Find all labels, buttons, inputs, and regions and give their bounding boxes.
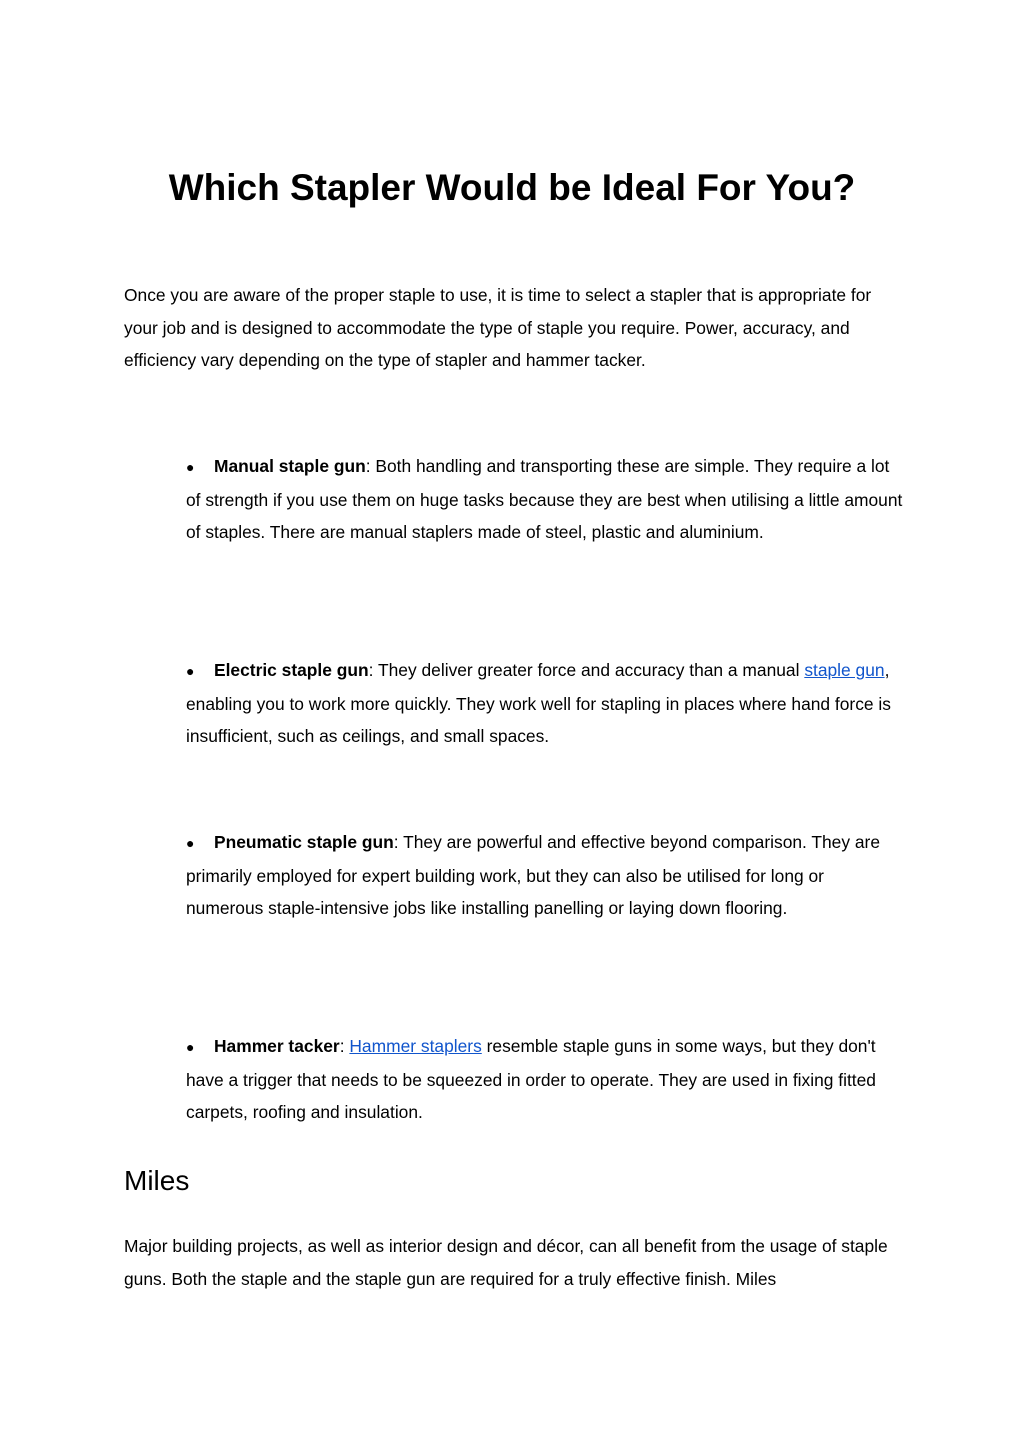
hammer-staplers-link[interactable]: Hammer staplers [349, 1036, 482, 1056]
staple-gun-link[interactable]: staple gun [804, 660, 885, 680]
intro-paragraph: Once you are aware of the proper staple to use, it is time to select a stapler that is appropriate for your job and is designed to accommodate the type of staple you require. Power, accuracy, and efficiency vary depending on the type of stapler and hammer tacker. [124, 285, 872, 370]
bullet-separator: : [393, 832, 399, 852]
bullet-icon: ● [186, 835, 195, 851]
bullet-icon: ● [186, 1039, 195, 1055]
list-item-hammer-tacker [186, 1030, 906, 1129]
bullet-separator: : [368, 660, 374, 680]
page-title: Which Stapler Would be Ideal For You? [168, 167, 856, 208]
bullet-term: Pneumatic staple gun [214, 832, 394, 852]
bullet-term: Hammer tacker [214, 1036, 340, 1056]
bullet-text: Both handling and transporting these are simple. They require a lot of strength if you use them on huge tasks because they are best when utilising a little amount of staples. There are manual staplers made of steel, plastic and aluminium. [186, 456, 903, 542]
bullet-separator: : [339, 1036, 345, 1056]
list-item-electric-staple-gun [186, 654, 906, 753]
list-item-manual-staple-gun [186, 450, 906, 549]
outro-paragraph: Major building projects, as well as interior design and décor, can all benefit from the usage of staple guns. Both the staple and the staple gun are required for a truly effective finish. Miles [124, 1236, 888, 1289]
bullet-term: Electric staple gun [214, 660, 369, 680]
bullet-text: They are powerful and effective beyond comparison. They are primarily employed for expert building work, but they can also be utilised for long or numerous staple-intensive jobs like installing panelling or laying down flooring. [186, 832, 881, 918]
bullet-icon: ● [186, 663, 195, 679]
bullet-text: They deliver greater force and accuracy than a manual [373, 660, 805, 680]
bullet-text-after: , enabling you to work more quickly. They work well for stapling in places where hand force is insufficient, such as ceilings, and small spaces. [186, 660, 891, 746]
bullet-separator: : [365, 456, 371, 476]
section-heading: Miles [124, 1165, 190, 1196]
bullet-text-after: resemble staple guns in some ways, but they don't have a trigger that needs to be squeezed in order to operate. They are used in fixing fitted carpets, roofing and insulation. [186, 1036, 876, 1122]
bullet-icon: ● [186, 459, 195, 475]
list-item-pneumatic-staple-gun [186, 826, 906, 925]
bullet-term: Manual staple gun [214, 456, 366, 476]
